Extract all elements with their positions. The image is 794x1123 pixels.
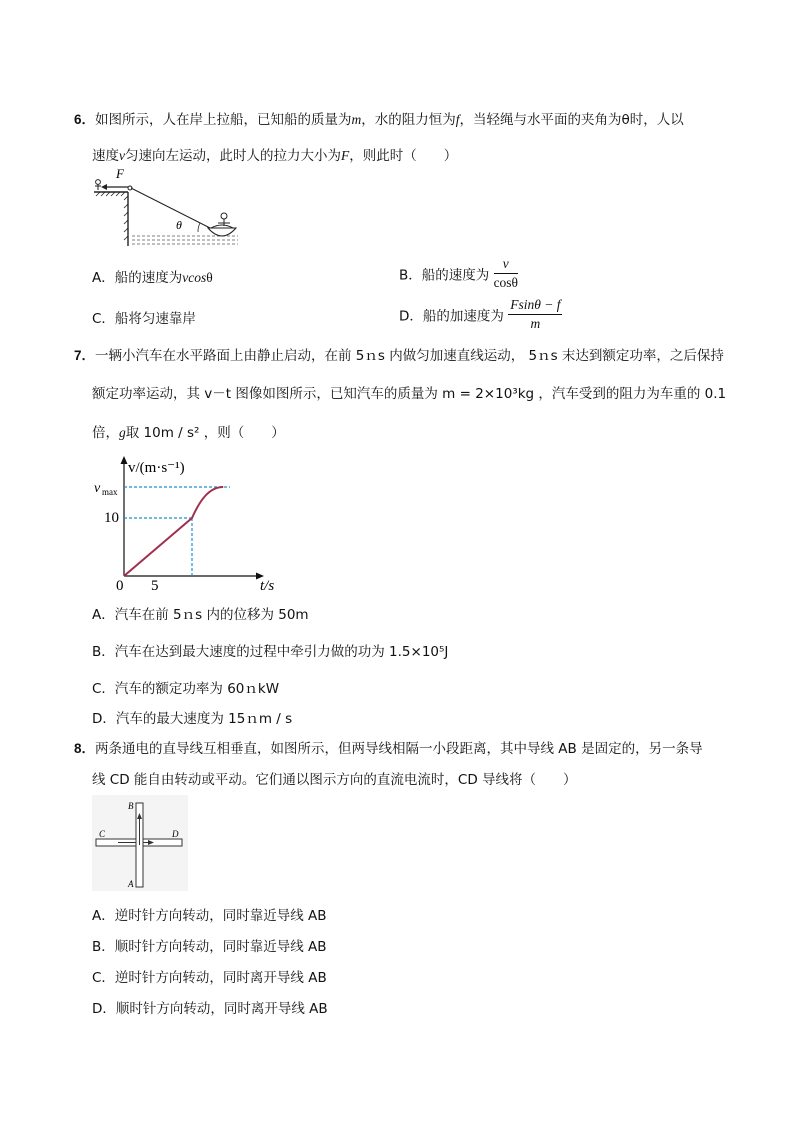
q7-vt-chart: [88, 452, 288, 590]
q8-option-a[interactable]: A．逆时针方向转动，同时靠近导线 AB: [92, 908, 327, 924]
y-axis-arrow: [121, 456, 128, 464]
q6-line1: 6．如图所示，人在岸上拉船，已知船的质量为m，水的阻力恒为f，当轻绳与水平面的夹角为θ时，人以: [74, 112, 684, 128]
x-axis-label: t/s: [260, 578, 275, 590]
q7-option-c[interactable]: C．汽车的额定功率为 60ｎkW: [92, 681, 280, 697]
q6-option-b-fraction: $\frac{v}{\cos\theta}$: [493, 256, 519, 290]
q7-option-d[interactable]: D．汽车的最大速度为 15ｎm / s: [92, 711, 293, 727]
label-A: A: [128, 879, 134, 889]
label-C: C: [99, 829, 106, 839]
q8-line2: 线 CD 能自由转动或平动。它们通以图示方向的直流电流时，CD 导线将（ ）: [92, 772, 577, 788]
q6-option-d[interactable]: D．船的加速度为 $\frac{Fsin\theta - f}{m}$: [399, 297, 561, 331]
series-line: [124, 487, 223, 576]
y-tick-10: 10: [104, 510, 119, 526]
q8-line1: 8．两条通电的直导线互相垂直，如图所示，但两导线相隔一小段距离，其中导线 AB 是固定的，另一条导: [74, 741, 703, 757]
q8-option-d[interactable]: D．顺时针方向转动，同时离开导线 AB: [92, 1001, 328, 1017]
q6-number: 6．: [74, 112, 96, 127]
q6-fig-label-theta: θ: [176, 218, 182, 232]
q6-figure: [90, 166, 240, 250]
q6-option-b[interactable]: B．船的速度为 $\frac{v}{\cos\theta}$: [399, 256, 519, 290]
q6-option-c[interactable]: C．船将匀速靠岸: [92, 311, 196, 327]
q7-line1: 7．一辆小汽车在水平路面上由静止启动，在前 5ｎs 内做匀加速直线运动， 5ｎs 末达到额定功率，之后保持: [74, 348, 724, 364]
q6-line2: 速度v匀速向左运动，此时人的拉力大小为F，则此时（ ）: [92, 148, 458, 164]
q8-option-c[interactable]: C．逆时针方向转动，同时离开导线 AB: [92, 970, 327, 986]
y-tick-vmax: [94, 481, 118, 497]
q8-number: 8．: [74, 741, 96, 756]
svg-text:v: v: [94, 481, 101, 496]
q7-number: 7．: [74, 348, 96, 363]
label-B: B: [128, 801, 134, 811]
label-D: D: [172, 829, 179, 839]
q7-option-a[interactable]: A．汽车在前 5ｎs 内的位移为 50m: [92, 607, 309, 623]
q7-option-b[interactable]: B．汽车在达到最大速度的过程中牵引力做的功为 1.5×10⁵J: [92, 644, 449, 660]
q8-option-b[interactable]: B．顺时针方向转动，同时靠近导线 AB: [92, 939, 327, 955]
svg-text:max: max: [102, 487, 118, 497]
q7-line3: 倍，g取 10m / s² ，则（ ）: [92, 425, 285, 441]
x-tick-0: 0: [116, 578, 124, 590]
q8-figure: [92, 795, 188, 891]
q6-fig-label-F: F: [116, 166, 124, 181]
q7-line2: 额定功率运动，其 v－t 图像如图所示，已知汽车的质量为 m = 2×10³kg ，汽车受到的阻力为车重的 0.1: [92, 386, 727, 402]
x-tick-5: 5: [151, 578, 159, 590]
y-axis-label: v/(m·s⁻¹): [128, 460, 185, 476]
q6-option-a[interactable]: A．船的速度为vcosθ: [92, 270, 213, 286]
q6-option-d-fraction: $\frac{Fsin\theta - f}{m}$: [510, 297, 561, 331]
